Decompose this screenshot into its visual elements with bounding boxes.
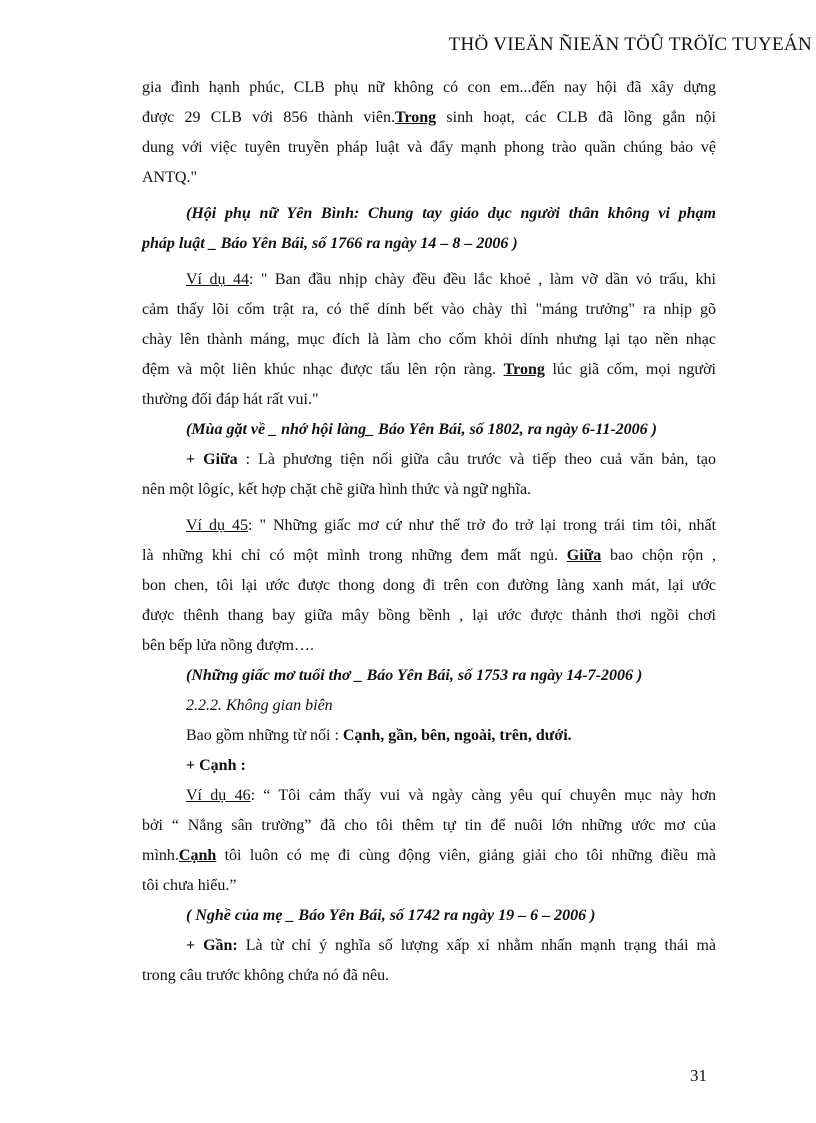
intro-line <box>142 721 716 751</box>
text-run: : " Những giấc mơ cứ như thế trở đo trở lại trong trái tim tôi, nhất <box>248 517 717 534</box>
text-run: đệm và một liên khúc nhạc được tấu lên rộn ràng. <box>142 361 504 378</box>
example-label: Ví dụ 44 <box>186 271 249 288</box>
example-44-line1 <box>142 265 716 295</box>
page-body <box>142 73 716 991</box>
keyword-giua: Giữa <box>566 547 602 564</box>
text-run: tôi luôn có mẹ đi cùng động viên, giảng giải cho tôi những điều mà <box>216 847 716 864</box>
example-label: Ví dụ 45 <box>186 517 248 534</box>
keyword-trong: Trong <box>503 361 545 378</box>
term-gan: + Gần: <box>186 937 238 954</box>
example-44-line3: chày lên thành máng, mục đích là làm cho cốm khỏi dính nhưng lại tạo nền nhạc <box>142 331 716 348</box>
giua-definition-line2: nên một lôgíc, kết hợp chặt chẽ giữa hình thức và ngữ nghĩa. <box>142 481 532 498</box>
page-number: 31 <box>690 1066 707 1085</box>
example-46-line1 <box>142 781 716 811</box>
giua-definition-line1 <box>142 445 716 475</box>
example-44-line5: thường đối đáp hát rất vui." <box>142 391 319 408</box>
term-giua: + Giữa <box>186 451 238 468</box>
example-46-line4: tôi chưa hiểu.” <box>142 877 237 894</box>
example-45-line3: bon chen, tôi lại ước được thong dong đi trên con đường làng xanh mát, lại ước <box>142 577 716 594</box>
text-run: mình. <box>142 847 179 864</box>
text-run: được 29 CLB với 856 thành viên. <box>142 109 395 126</box>
citation-3: (Những giấc mơ tuổi thơ _ Báo Yên Bái, số 1753 ra ngày 14-7-2006 ) <box>186 667 643 684</box>
text-run: Là từ chỉ ý nghĩa số lượng xấp xỉ nhằm nhấn mạnh trạng thái mà <box>237 937 717 954</box>
example-44-line4 <box>142 355 716 385</box>
text-run: lúc giã cốm, mọi người <box>544 361 717 378</box>
para1-line2 <box>142 103 716 133</box>
text-run: Bao gồm những từ nối : <box>186 727 343 744</box>
keyword-canh: Cạnh <box>178 847 217 864</box>
para1-line4: ANTQ." <box>142 169 197 186</box>
citation-1-line1: (Hội phụ nữ Yên Bình: Chung tay giáo dục người thân không vi phạm <box>186 205 716 222</box>
text-run: : " Ban đầu nhịp chày đều đều lắc khoẻ , làm vỡ dần vỏ trấu, khi <box>248 271 717 288</box>
example-45-line1 <box>142 511 716 541</box>
text-run: là những khi chỉ có một mình trong những đem mất ngủ. <box>142 547 567 564</box>
term-canh: + Cạnh : <box>186 757 246 774</box>
gan-definition-line1 <box>142 931 716 961</box>
text-run: bao chộn rộn , <box>601 547 717 564</box>
text-run: : Là phương tiện nối giữa câu trước và tiếp theo cuả văn bản, tạo <box>237 451 716 468</box>
citation-2: (Mùa gặt về _ nhớ hội làng_ Báo Yên Bái, số 1802, ra ngày 6-11-2006 ) <box>186 421 657 438</box>
text-run: : “ Tôi cảm thấy vui và ngày càng yêu quí chuyên mục này hơn <box>250 787 716 804</box>
para1-line1: gia đình hạnh phúc, CLB phụ nữ không có con em...đến nay hội đã xây dựng <box>142 79 716 96</box>
para1-line3: dung với việc tuyên truyền pháp luật và đẩy mạnh phong trào quần chúng bảo vệ <box>142 139 716 156</box>
keyword-trong: Trong <box>394 109 437 126</box>
running-header: THÖ VIEÄN ÑIEÄN TÖÛ TRÖÏC TUYEÁN <box>448 34 812 55</box>
gan-definition-line2: trong câu trước không chứa nó đã nêu. <box>142 967 390 984</box>
example-46-line2: bởi “ Nắng sân trường” đã cho tôi thêm tự tin để nuôi lớn những ước mơ của <box>142 817 716 834</box>
example-46-line3 <box>142 841 716 871</box>
example-45-line2 <box>142 541 716 571</box>
example-44-line2: cảm thấy lõi cốm trật ra, có thể dính bết vào chày thì "máng trưởng" ra nhịp gõ <box>142 301 716 318</box>
example-45-line5: bên bếp lửa nồng đượm…. <box>142 637 314 654</box>
example-45-line4: được thênh thang bay giữa mây bồng bềnh , lại ước được thảnh thơi ngồi chơi <box>142 607 716 624</box>
citation-4: ( Nghề của mẹ _ Báo Yên Bái, số 1742 ra ngày 19 – 6 – 2006 ) <box>186 907 596 924</box>
example-label: Ví dụ 46 <box>186 787 251 804</box>
text-run: sinh hoạt, các CLB đã lồng gắn nội <box>436 109 717 126</box>
section-heading: 2.2.2. Không gian biên <box>186 697 333 714</box>
citation-1-line2: pháp luật _ Báo Yên Bái, số 1766 ra ngày 14 – 8 – 2006 ) <box>142 235 518 252</box>
connector-words: Cạnh, gần, bên, ngoài, trên, dưới. <box>342 727 572 744</box>
